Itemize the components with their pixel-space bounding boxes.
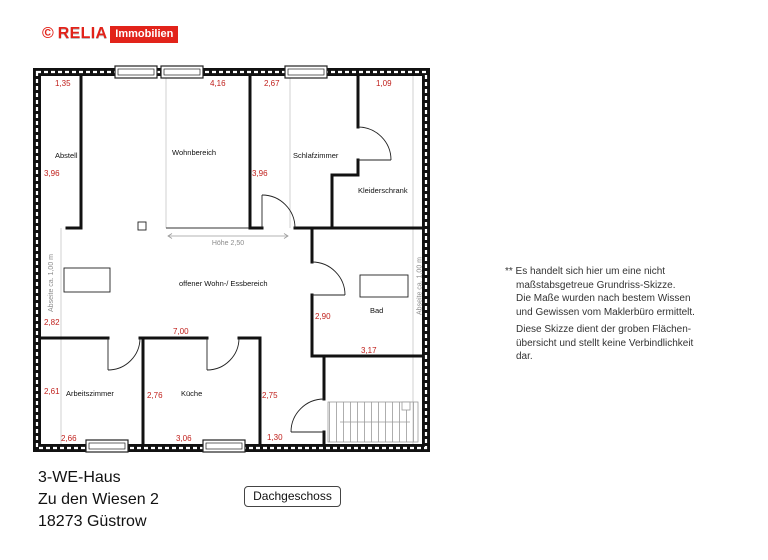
dimension-label: 3,06	[176, 434, 192, 443]
dimension-label: 1,35	[55, 79, 71, 88]
window-icon	[203, 440, 245, 452]
window-frame	[161, 66, 203, 78]
property-type: 3-WE-Haus	[38, 469, 121, 486]
window-icon	[115, 66, 157, 78]
dimension-label: 2,67	[264, 79, 280, 88]
copyright-symbol: ©	[42, 25, 54, 42]
note-line: und Gewissen vom Maklerbüro ermittelt.	[516, 306, 695, 318]
stairs-icon	[328, 402, 418, 442]
note-line: maßstabsgetreue Grundriss-Skizze.	[516, 279, 676, 291]
skylight-icon	[64, 268, 110, 292]
dimension-label: 2,76	[147, 391, 163, 400]
room-label-kleiderschrank: Kleiderschrank	[358, 186, 408, 195]
logo-tagline: Immobilien	[110, 26, 178, 43]
room-label-wohn-essbereich: offener Wohn-/ Essbereich	[179, 279, 268, 288]
bathtub-icon	[360, 275, 408, 297]
window-icon	[161, 66, 203, 78]
note-line: ** Es handelt sich hier um eine nicht	[505, 266, 666, 277]
room-label-arbeitszimmer: Arbeitszimmer	[66, 389, 114, 398]
address-street: Zu den Wiesen 2	[38, 491, 159, 508]
ceiling-height-label: Höhe 2,50	[211, 240, 245, 247]
windows	[86, 66, 327, 452]
window-frame	[86, 440, 128, 452]
door-arbeitszimmer	[108, 338, 140, 370]
abseite-right-label: Abseite ca. 1,00 m	[416, 257, 424, 315]
door-swing-icon	[358, 127, 391, 160]
door-flur	[291, 399, 324, 432]
dimension-label: 3,96	[44, 169, 60, 178]
dimension-label: 1,09	[376, 79, 392, 88]
dimension-label: 2,90	[315, 312, 331, 321]
dimension-label: 2,82	[44, 318, 60, 327]
door-bad	[312, 262, 345, 295]
wall-schlafzimmer-left	[250, 76, 262, 228]
disclaimer-paragraph	[516, 323, 756, 364]
dimension-label: 3,96	[252, 169, 268, 178]
relia-logo	[42, 24, 178, 44]
door-swing-icon	[312, 262, 345, 295]
wall-schlafzimmer-bottom	[295, 160, 358, 228]
door-swing-icon	[108, 338, 140, 370]
note-line: Diese Skizze dient der groben Flächen-	[516, 324, 692, 335]
dimension-label: 2,75	[262, 391, 278, 400]
note-line: dar.	[516, 351, 533, 362]
chimney-icon	[138, 222, 146, 230]
note-line: übersicht und stellt keine Verbindlichkeit	[516, 337, 694, 349]
dimension-label: 3,17	[361, 346, 377, 355]
door-kueche	[207, 338, 239, 370]
window-icon	[86, 440, 128, 452]
stair-post	[402, 402, 410, 410]
window-frame	[115, 66, 157, 78]
window-icon	[285, 66, 327, 78]
dimension-label: 2,61	[44, 387, 60, 396]
logo-brand-name: RELIA	[57, 25, 108, 42]
ceiling-height-marker	[168, 234, 288, 248]
dimension-label: 2,66	[61, 434, 77, 443]
door-swing-icon	[291, 399, 324, 432]
floor-label-badge: Dachgeschoss	[244, 486, 341, 507]
dimension-label: 7,00	[173, 327, 189, 336]
room-label-abstell: Abstell	[55, 151, 78, 160]
abseite-left-label: Abseite ca. 1,00 m	[48, 254, 55, 312]
address-city: 18273 Güstrow	[38, 513, 147, 530]
door-swing-icon	[207, 338, 239, 370]
disclaimer-note	[505, 265, 756, 364]
room-label-kueche: Küche	[181, 389, 203, 398]
window-frame	[285, 66, 327, 78]
dimension-label: 1,30	[267, 433, 283, 442]
disclaimer-paragraph	[505, 265, 756, 319]
room-label-bad: Bad	[370, 306, 384, 315]
window-frame	[203, 440, 245, 452]
dimension-label: 4,16	[210, 79, 226, 88]
property-address	[38, 467, 159, 533]
room-label-wohnbereich: Wohnbereich	[172, 148, 217, 157]
door-kleiderschrank	[358, 127, 391, 160]
note-line: Die Maße wurden nach bestem Wissen	[516, 293, 691, 304]
room-label-schlafzimmer: Schlafzimmer	[293, 151, 339, 160]
